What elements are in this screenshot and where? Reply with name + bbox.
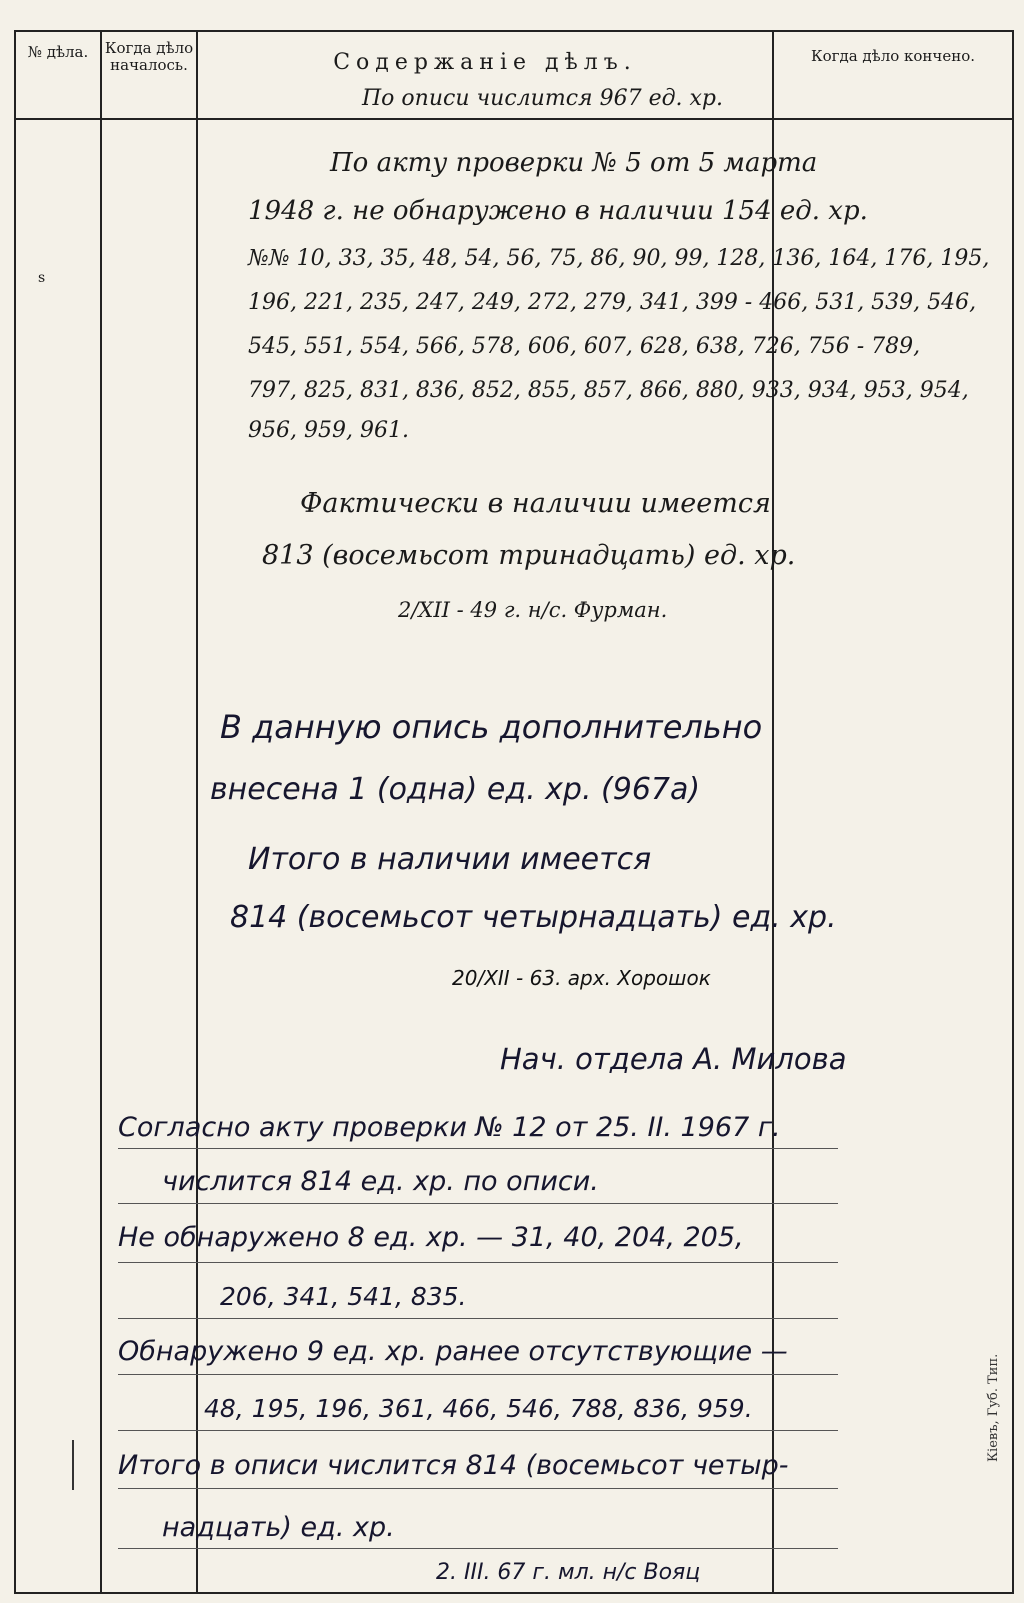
block2-line1: Фактически в наличии имеется xyxy=(300,488,771,519)
block3-line3: Итого в наличии имеется xyxy=(248,842,652,877)
block2-line2: 813 (восемьсот тринадцать) ед. хр. xyxy=(262,540,796,571)
block4-line3: Не обнаружено 8 ед. хр. — 31, 40, 204, 205, xyxy=(118,1222,744,1253)
underline-5 xyxy=(118,1374,838,1375)
underline-2 xyxy=(118,1203,838,1204)
block4-line5: Обнаружено 9 ед. хр. ранее отсутствующие — xyxy=(118,1336,788,1367)
table-bottom-border xyxy=(14,1592,1014,1594)
margin-mark: s xyxy=(38,270,46,286)
block1-line7: 956, 959, 961. xyxy=(248,418,409,443)
block3-date-signature: 20/XII - 63. арх. Хорошок xyxy=(452,966,711,990)
header-case-end: Когда дѣло кончено. xyxy=(810,47,976,65)
table-header-divider xyxy=(14,118,1014,120)
block1-line5: 545, 551, 554, 566, 578, 606, 607, 628, 638, 726, 756 - 789, xyxy=(248,334,921,359)
underline-3 xyxy=(118,1262,838,1263)
block1-line4: 196, 221, 235, 247, 249, 272, 279, 341, 399 - 466, 531, 539, 546, xyxy=(248,290,977,315)
block4-line1: Согласно акту проверки № 12 от 25. II. 1967 г. xyxy=(118,1112,781,1143)
block1-line6: 797, 825, 831, 836, 852, 855, 857, 866, 880, 933, 934, 953, 954, xyxy=(248,378,969,403)
block4-line7: Итого в описи числится 814 (восемьсот четыр- xyxy=(118,1450,789,1481)
block4-date-signature: 2. III. 67 г. мл. н/с Вояц xyxy=(436,1560,701,1585)
header-case-number: № дѣла. xyxy=(27,43,89,61)
block4-line2: числится 814 ед. хр. по описи. xyxy=(162,1166,599,1197)
margin-stroke xyxy=(72,1440,74,1490)
block3-line2: внесена 1 (одна) ед. хр. (967а) xyxy=(210,772,701,807)
underline-1 xyxy=(118,1148,838,1149)
underline-6 xyxy=(118,1430,838,1431)
block4-line8: надцать) ед. хр. xyxy=(162,1512,395,1543)
block4-line6: 48, 195, 196, 361, 466, 546, 788, 836, 959. xyxy=(204,1394,753,1423)
block3-line4: 814 (восемьсот четырнадцать) ед. хр. xyxy=(230,900,837,935)
block2-line3: 2/XII - 49 г. н/с. Фурман. xyxy=(398,598,668,622)
handwritten-subtitle: По описи числится 967 ед. хр. xyxy=(362,86,724,111)
block4-line4: 206, 341, 541, 835. xyxy=(220,1282,467,1311)
underline-8 xyxy=(118,1548,838,1549)
column-divider-1 xyxy=(100,30,102,1594)
block1-line2: 1948 г. не обнаружено в наличии 154 ед. хр. xyxy=(248,196,868,226)
block1-line1: По акту проверки № 5 от 5 марта xyxy=(330,148,818,178)
block3-line1: В данную опись дополнительно xyxy=(220,708,763,746)
underline-7 xyxy=(118,1488,838,1489)
header-case-content: Содержаніе дѣлъ. xyxy=(333,50,637,75)
underline-4 xyxy=(118,1318,838,1319)
block1-line3: №№ 10, 33, 35, 48, 54, 56, 75, 86, 90, 99, 128, 136, 164, 176, 195, xyxy=(248,246,990,271)
table-top-border xyxy=(14,30,1014,32)
column-divider-right xyxy=(1012,30,1014,1594)
printer-imprint: Кіевъ, Губ. Тип. xyxy=(986,1353,1001,1462)
block3-head-signature: Нач. отдела А. Милова xyxy=(500,1042,847,1076)
column-divider-left xyxy=(14,30,16,1594)
header-case-start: Когда дѣло началось. xyxy=(104,39,194,74)
